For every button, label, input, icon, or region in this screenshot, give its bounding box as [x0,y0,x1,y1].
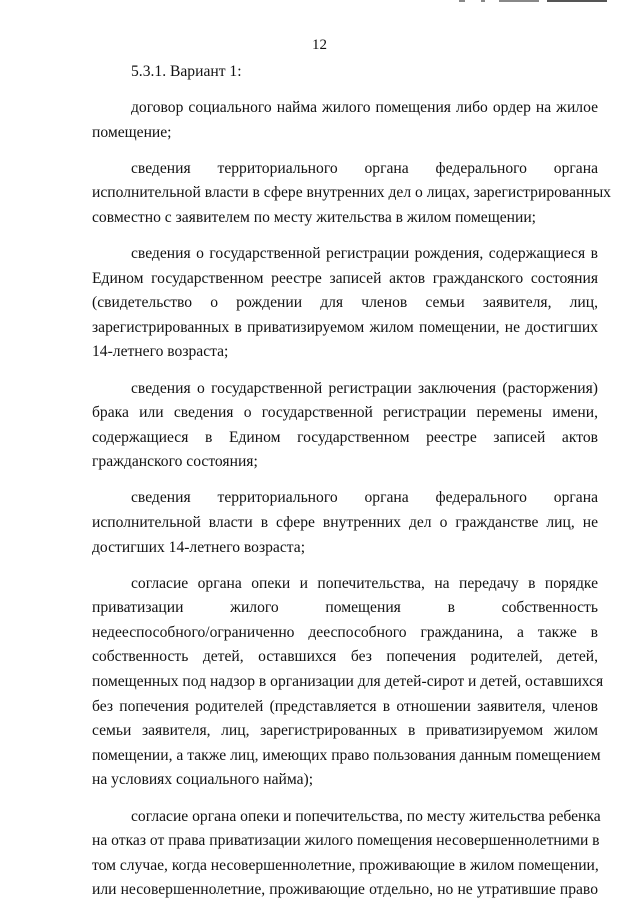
paragraph [92,157,611,231]
paragraph [92,96,598,145]
text-line: сведения территориального органа федерального органа [131,159,598,177]
text-line: совместно с заявителем по месту жительства в жилом помещении; [92,208,537,226]
text-line: помещении, а также лиц, имеющих право пользования данным помещением [92,746,601,764]
text-line: (свидетельство о рождении для членов семьи заявителя, лиц, [92,294,598,312]
text-line: собственность детей, оставшихся без попечения родителей, детей, [92,648,598,666]
paragraph [92,572,604,793]
text-line: содержащиеся в Едином государственном реестре записей актов [92,428,598,446]
text-line: сведения о государственной регистрации заключения (расторжения) [131,379,598,397]
text-line: зарегистрированных в приватизируемом жилом помещении, не достигших [92,318,598,336]
text-line: достигших 14-летнего возраста; [92,538,306,556]
text-line: гражданского состояния; [92,453,258,471]
text-line: 5.3.1. Вариант 1: [131,63,242,80]
paragraph [92,805,601,903]
text-line: помещенных под надзор в организации для детей-сирот и детей, оставшихся [92,673,604,691]
paragraph [92,377,598,475]
text-line: на условиях социального найма); [92,771,314,789]
text-line: на отказ от права приватизации жилого помещения несовершеннолетними в [92,832,600,850]
text-line: исполнительной власти в сфере внутренних дел о лицах, зарегистрированных [92,184,611,202]
text-line: сведения о государственной регистрации рождения, содержащиеся в [131,245,598,263]
text-line: без попечения родителей (представляется в отношении заявителя, членов [92,697,598,715]
scan-artifact [459,0,609,3]
text-line: приватизации жилого помещения в собственность [92,599,598,617]
page-number: 12 [312,37,327,53]
text-line: исполнительной власти в сфере внутренних дел о гражданстве лиц, не [92,514,598,531]
text-line: Едином государственном реестре записей актов гражданского состояния [92,269,598,287]
text-line: согласие органа опеки и попечительства, по месту жительства ребенка [131,807,601,825]
text-line: том случае, когда несовершеннолетние, проживающие в жилом помещении, [92,856,599,874]
text-line: помещение; [92,123,172,141]
text-line: семьи заявителя, лиц, зарегистрированных в приватизируемом жилом [92,722,598,740]
text-line: 14-летнего возраста; [92,343,229,361]
text-line: недееспособного/ограниченно дееспособного гражданина, а также в [92,623,598,641]
text-line: или несовершеннолетние, проживающие отдельно, но не утратившие право [92,881,598,899]
paragraph [92,486,598,560]
text-line: согласие органа опеки и попечительства, на передачу в порядке [131,574,598,592]
text-line: брака или сведения о государственной регистрации перемены имени, [92,404,598,422]
text-line: сведения территориального органа федерального органа [131,489,598,507]
paragraph [92,60,598,85]
document-body [92,60,611,903]
text-line: договор социального найма жилого помещения либо ордер на жилое [131,99,598,117]
paragraph [92,242,598,365]
